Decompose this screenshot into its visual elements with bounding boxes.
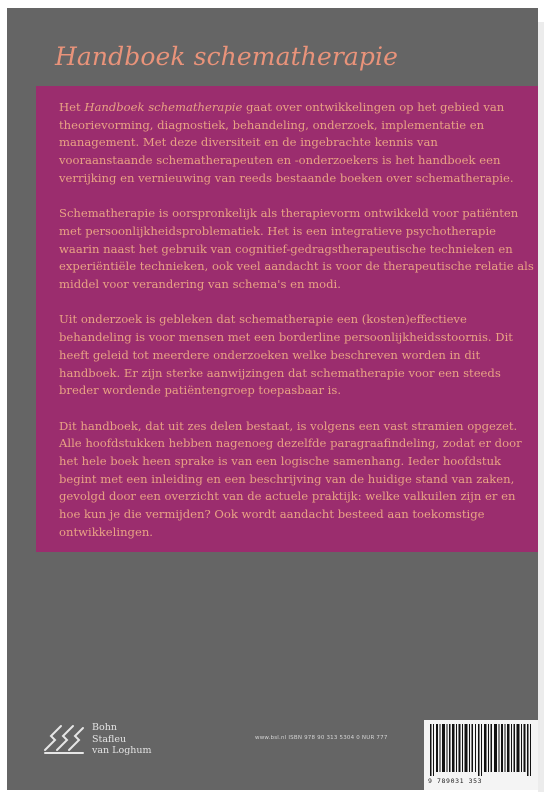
publisher-name: [92, 722, 152, 757]
back-cover: [7, 8, 538, 790]
publisher-name-line: van Loghum: [92, 745, 152, 756]
blurb-paragraph-1: Het Handboek schematherapie gaat over ontwikkelingen op het gebied van theorievorming, diagnostiek, behandeling, onderzoek, implementatie en management. Met deze diversiteit en de ingebrachte kennis van vooraanstaande schematherapeuten en -onderzoekers is het handboek een verrijking en vernieuwing van reeds bestaande boeken over schematherapie.: [59, 100, 514, 185]
book-title-inline: Handboek schematherapie: [84, 100, 243, 114]
barcode-number: 9 789031 353: [428, 777, 483, 785]
bsl-logo-icon: [42, 720, 86, 756]
book-title: Handboek schematherapie: [55, 42, 398, 71]
blurb-paragraph-2: Schematherapie is oorspronkelijk als therapievorm ontwikkeld voor patiënten met persoonlijkheidsproblematiek. Het is een integratieve psychotherapie waarin naast het gebruik van cognitief-gedragstherapeutische technieken en experiëntiële technieken, ook veel aandacht is voor de therapeutische relatie als middel voor verandering van schema's en modi.: [59, 206, 534, 292]
blurb-paragraph-3: Uit onderzoek is gebleken dat schematherapie een (kosten)effectieve behandeling is voor mensen met een borderline persoonlijkheidsstoornis. Dit heeft geleid tot meerdere onderzoeken welke beschreven worden in dit handboek. Er zijn sterke aanwijzingen dat schematherapie voor een steeds breder wordende patiëntengroep toepasbaar is.: [59, 312, 513, 398]
barcode: [424, 720, 538, 790]
publisher-name-line: Stafleu: [92, 733, 127, 745]
publisher-name-line: Bohn: [92, 722, 117, 733]
barcode-bars: [428, 724, 534, 776]
blurb: [59, 99, 535, 559]
isbn-line: www.bsl.nl ISBN 978 90 313 5304 0 NUR 777: [255, 735, 388, 741]
blurb-paragraph-4: Dit handboek, dat uit zes delen bestaat, is volgens een vast stramien opgezet. Alle hoofdstukken hebben nagenoeg dezelfde paragraafindeling, zodat er door het hele boek heen sprake is van een logische samenhang. Ieder hoofdstuk begint met een inleiding en een beschrijving van de huidige stand van zaken, gevolgd door een overzicht van de actuele praktijk: welke valkuilen zijn er en hoe kun je die vermijden? Ook wordt aandacht besteed aan toekomstige ontwikkelingen.: [59, 418, 522, 539]
page-edge: [538, 22, 544, 792]
publisher-block: [42, 720, 152, 757]
